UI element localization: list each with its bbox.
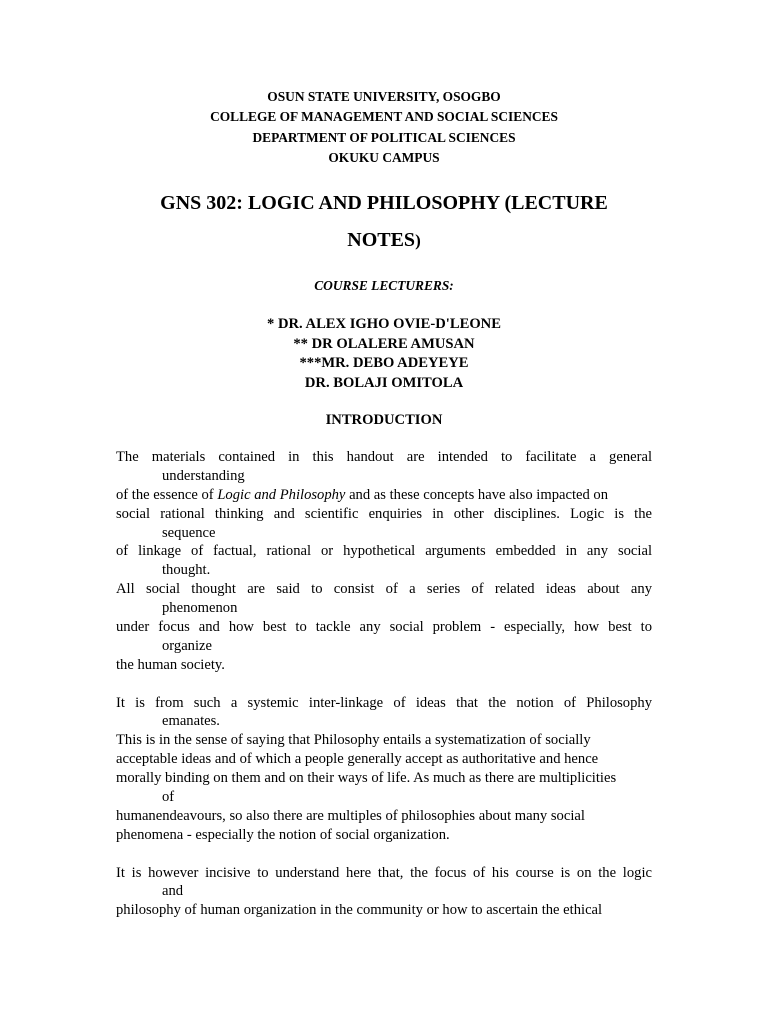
text-fragment: of the essence of <box>116 486 218 503</box>
text-fragment: and as these concepts have also impacted on <box>345 486 609 503</box>
course-title-line-2 <box>0 224 768 257</box>
text-line: humanendeavours, so also there are multiples of philosophies about many social <box>116 807 585 824</box>
text-line: acceptable ideas and of which a people generally accept as authoritative and hence <box>116 751 599 768</box>
text-line: sequence <box>162 524 216 541</box>
course-title <box>0 187 768 257</box>
paragraph-gap <box>116 675 652 694</box>
course-title-notes: NOTES <box>347 229 416 251</box>
campus-name: OKUKU CAMPUS <box>328 149 440 165</box>
lecturer-name: * DR. ALEX IGHO OVIE-D'LEONE <box>267 316 501 332</box>
text-line: thought. <box>162 562 211 579</box>
text-line: understanding <box>162 467 245 484</box>
text-line: phenomenon <box>162 600 238 617</box>
emphasis-logic-philosophy: Logic and Philosophy <box>217 486 346 503</box>
text-line: All social thought are said to consist of a series of related ideas about any <box>116 581 652 598</box>
university-name: OSUN STATE UNIVERSITY, OSOGBO <box>267 89 501 104</box>
introduction-body <box>116 448 652 920</box>
text-line: the human society. <box>116 656 225 673</box>
course-title-close-paren: ) <box>415 231 421 250</box>
text-line: morally binding on them and on their ways of life. As much as there are multiplicities <box>116 770 617 787</box>
text-line: and <box>162 883 184 900</box>
text-line: emanates. <box>162 713 220 730</box>
lecturer-name: ***MR. DEBO ADEYEYE <box>299 355 469 372</box>
text-line: The materials contained in this handout are intended to facilitate a general <box>116 449 652 465</box>
text-line: social rational thinking and scientific enquiries in other disciplines. Logic is the <box>116 505 652 522</box>
institution-header <box>0 87 768 168</box>
text-line: This is in the sense of saying that Philosophy entails a systematization of socially <box>116 732 591 749</box>
course-title-line-1: GNS 302: LOGIC AND PHILOSOPHY (LECTURE <box>160 192 608 214</box>
text-line: of linkage of factual, rational or hypothetical arguments embedded in any social <box>116 543 652 560</box>
department-name: DEPARTMENT OF POLITICAL SCIENCES <box>252 129 516 145</box>
lecturer-name: ** DR OLALERE AMUSAN <box>293 335 475 352</box>
lecturers-list <box>0 315 768 393</box>
text-line: of <box>162 789 175 806</box>
college-name: COLLEGE OF MANAGEMENT AND SOCIAL SCIENCES <box>210 109 558 125</box>
lecturers-heading: COURSE LECTURERS: <box>314 278 454 293</box>
text-line: phenomena - especially the notion of social organization. <box>116 826 450 843</box>
text-line <box>116 486 652 505</box>
lecturer-name: DR. BOLAJI OMITOLA <box>304 374 464 391</box>
text-line: philosophy of human organization in the community or how to ascertain the ethical <box>116 902 603 919</box>
text-line: It is from such a systemic inter-linkage of ideas that the notion of Philosophy <box>116 694 652 711</box>
introduction-heading: INTRODUCTION <box>325 412 443 428</box>
text-line: It is however incisive to understand here that, the focus of his course is on the logic <box>116 864 652 881</box>
paragraph-gap <box>116 845 652 864</box>
text-line: organize <box>162 637 212 654</box>
text-line: under focus and how best to tackle any social problem - especially, how best to <box>116 619 652 636</box>
